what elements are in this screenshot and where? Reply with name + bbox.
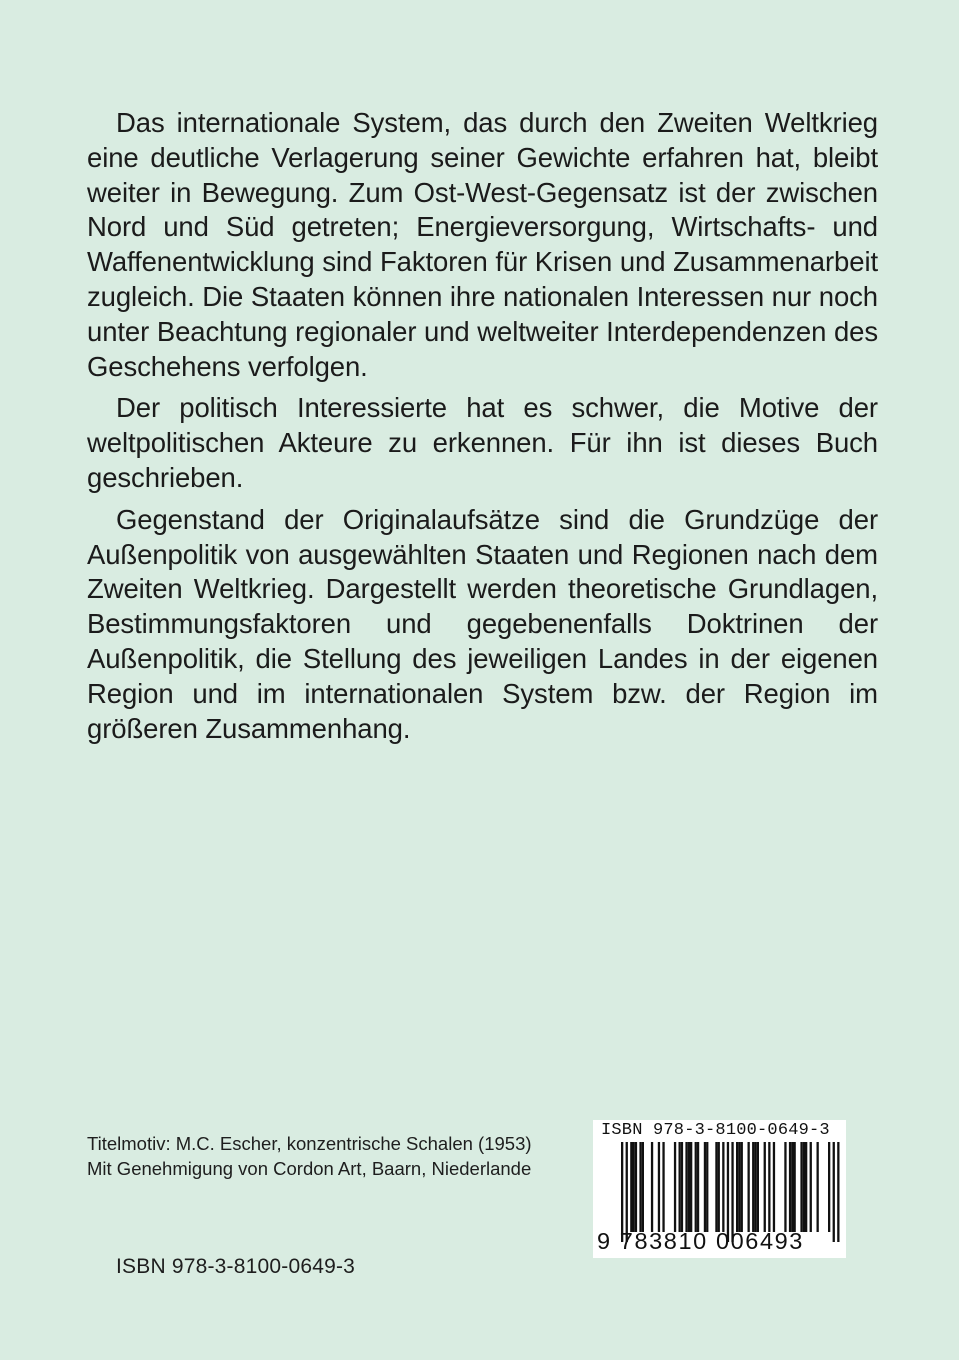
barcode-bar (791, 1142, 793, 1232)
barcode-bar (651, 1142, 653, 1232)
back-cover-blurb (87, 106, 878, 746)
barcode-bar (803, 1142, 805, 1232)
barcode-ean-digits: 9 783810 006493 (597, 1228, 804, 1254)
barcode-guard-bar (731, 1142, 733, 1242)
barcode-bar (633, 1142, 635, 1232)
barcode-guard-bar (621, 1142, 623, 1242)
barcode-guard-bar (833, 1142, 835, 1242)
barcode-bar (690, 1142, 692, 1232)
cover-motif-credit: Titelmotiv: M.C. Escher, konzentrische Schalen (1953) (87, 1133, 532, 1154)
barcode-bar (773, 1142, 775, 1232)
barcode-bar (658, 1142, 660, 1232)
barcode-bar (639, 1142, 641, 1232)
permission-credit: Mit Genehmigung von Cordon Art, Baarn, Niederlande (87, 1158, 532, 1179)
barcode-bar (679, 1142, 681, 1232)
blurb-paragraph-1: Das internationale System, das durch den Zweiten Weltkrieg eine deutliche Verlagerung seiner Gewichte erfahren hat, bleibt weiter in Bewegung. Zum Ost-West-Gegensatz ist der zwischen Nord und Süd getreten; Energieversorgung, Wirtschafts- und Waffenentwicklung sind Faktoren für Krisen und Zusammenarbeit zugleich. Die Staaten können ihre nationalen Interessen nur noch unter Beachtung regionaler und weltweiter Interdependenzen des Geschehens verfolgen. (87, 107, 878, 382)
blurb-paragraph-2: Der politisch Interessierte hat es schwer, die Motive der weltpolitischen Akteure zu erkennen. Für ihn ist dieses Buch geschrieben. (87, 392, 878, 493)
barcode-bar (810, 1142, 812, 1232)
barcode-bar (736, 1142, 738, 1232)
barcode-bar (630, 1142, 632, 1232)
barcode-bar (688, 1142, 690, 1232)
barcode-bar (784, 1142, 786, 1232)
barcode-bar (642, 1142, 644, 1232)
isbn-number: ISBN 978-3-8100-0649-3 (116, 1255, 356, 1278)
barcode-bar (800, 1142, 802, 1232)
barcode-guard-bar (837, 1142, 839, 1242)
isbn-barcode (593, 1120, 846, 1258)
barcode-bar (738, 1142, 740, 1232)
barcode-bar (752, 1142, 754, 1232)
barcode-bar (715, 1142, 717, 1232)
barcode-bar (828, 1142, 830, 1232)
barcode-bar (754, 1142, 756, 1232)
barcode-bar (789, 1142, 791, 1232)
barcode-bar (748, 1142, 750, 1232)
barcode-isbn-label: ISBN 978-3-8100-0649-3 (601, 1121, 830, 1140)
barcode-bar (768, 1142, 770, 1232)
barcode-guard-bar (626, 1142, 628, 1242)
barcode-bar (681, 1142, 683, 1232)
barcode-bar (757, 1142, 759, 1232)
barcode-bar (704, 1142, 706, 1232)
barcode-bar (741, 1142, 743, 1232)
barcode-bar (662, 1142, 664, 1232)
barcode-bar (817, 1142, 819, 1232)
barcode-bar (718, 1142, 720, 1232)
barcode-bar (695, 1142, 697, 1232)
barcode-bar (685, 1142, 687, 1232)
barcode-bar (794, 1142, 796, 1232)
barcode-bar (635, 1142, 637, 1232)
barcode-guard-bar (727, 1142, 729, 1242)
barcode-bar (764, 1142, 766, 1232)
barcode-bar (706, 1142, 708, 1232)
barcode-bar (805, 1142, 807, 1232)
barcode-bar (697, 1142, 699, 1232)
blurb-paragraph-3: Gegenstand der Originalaufsätze sind die Grundzüge der Außenpolitik von ausgewählten Staaten und Regionen nach dem Zweiten Weltkrieg. Dargestellt werden theoretische Grundlagen, Bestimmungsfaktoren und gegebenenfalls Doktrinen der Außenpolitik, die Stellung des jeweiligen Landes in der eigenen Region und im internationalen System bzw. der Region im größeren Zusammenhang. (87, 503, 878, 744)
barcode-bar (674, 1142, 676, 1232)
barcode-bar (722, 1142, 724, 1232)
cover-credits (87, 1131, 532, 1181)
